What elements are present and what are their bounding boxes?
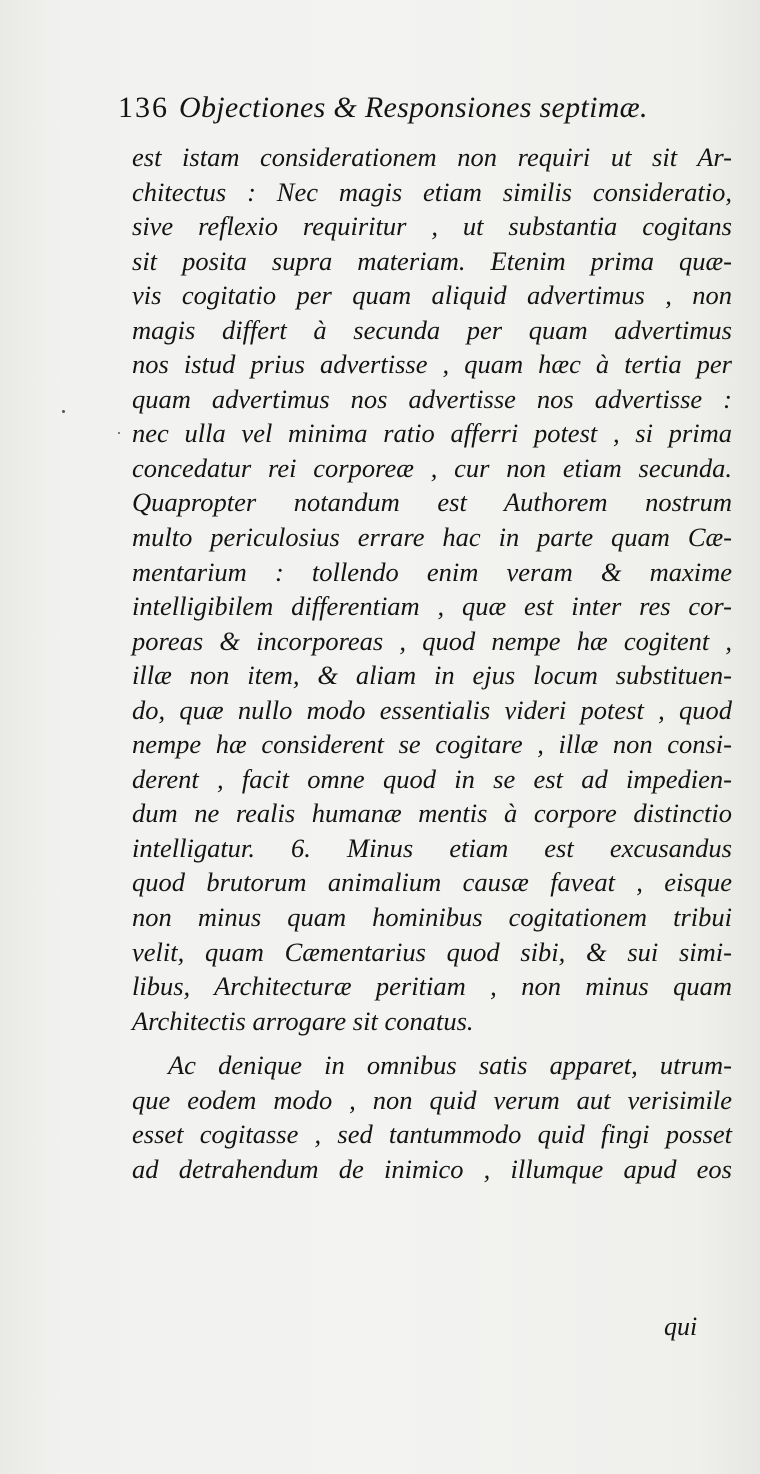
text-line: esset cogitasse , sed tantummodo quid fingi posset xyxy=(132,1119,732,1150)
text-line: derent , facit omne quod in se est ad impedien- xyxy=(132,763,732,794)
text-line: intelligatur. 6. Minus etiam est excusandus xyxy=(132,832,732,863)
paper-speck xyxy=(118,432,120,434)
text-line: do, quæ nullo modo essentialis videri potest , quod xyxy=(132,694,732,725)
text-line: dum ne realis humanæ mentis à corpore distinctio xyxy=(132,798,732,829)
text-line: Quapropter notandum est Authorem nostrum xyxy=(132,487,732,518)
text-line: libus, Architecturæ peritiam , non minus quam xyxy=(132,971,732,1002)
paragraph-gap xyxy=(132,1038,732,1048)
running-header xyxy=(118,88,718,128)
text-line: nos istud prius advertisse , quam hæc à tertia per xyxy=(132,349,732,380)
text-line: que eodem modo , non quid verum aut verisimile xyxy=(132,1084,732,1115)
text-line: concedatur rei corporeæ , cur non etiam secunda. xyxy=(132,452,732,483)
text-line: quam advertimus nos advertisse nos advertisse : xyxy=(132,383,732,414)
text-line: quod brutorum animalium causæ faveat , eisque xyxy=(132,867,732,898)
text-line: sit posita supra materiam. Etenim prima quæ- xyxy=(132,245,732,276)
body-text xyxy=(132,140,732,1186)
text-line: poreas & incorporeas , quod nempe hæ cogitent , xyxy=(132,625,732,656)
text-line: nempe hæ considerent se cogitare , illæ non consi- xyxy=(132,729,732,760)
text-line: illæ non item, & aliam in ejus locum substituen- xyxy=(132,660,732,691)
text-line: est istam considerationem non requiri ut sit Ar- xyxy=(132,142,732,172)
text-line: Architectis arrogare sit conatus. xyxy=(132,1005,474,1036)
text-line: vis cogitatio per quam aliquid advertimus , non xyxy=(132,280,732,311)
text-line: velit, quam Cæmentarius quod sibi, & sui simi- xyxy=(132,936,732,967)
text-line: ad detrahendum de inimico , illumque apud eos xyxy=(132,1153,732,1184)
text-line: sive reflexio requiritur , ut substantia cogitans xyxy=(132,211,732,242)
text-line: intelligibilem differentiam , quæ est inter res cor- xyxy=(132,591,732,622)
text-line: nec ulla vel minima ratio afferri potest , si prima xyxy=(132,418,732,449)
text-line: mentarium : tollendo enim veram & maxime xyxy=(132,556,732,587)
text-line: multo periculosius errare hac in parte quam Cæ- xyxy=(132,522,732,553)
page-number: 136 xyxy=(118,91,169,124)
catchword: qui xyxy=(664,1312,698,1341)
paper-speck xyxy=(62,410,65,413)
text-line: magis differt à secunda per quam advertimus xyxy=(132,314,732,345)
text-line: Ac denique in omnibus satis apparet, utrum- xyxy=(168,1050,732,1081)
text-line: chitectus : Nec magis etiam similis consideratio, xyxy=(132,176,732,207)
text-line: non minus quam hominibus cogitationem tribui xyxy=(132,902,732,933)
running-title: Objectiones & Responsiones septimæ. xyxy=(179,91,648,124)
